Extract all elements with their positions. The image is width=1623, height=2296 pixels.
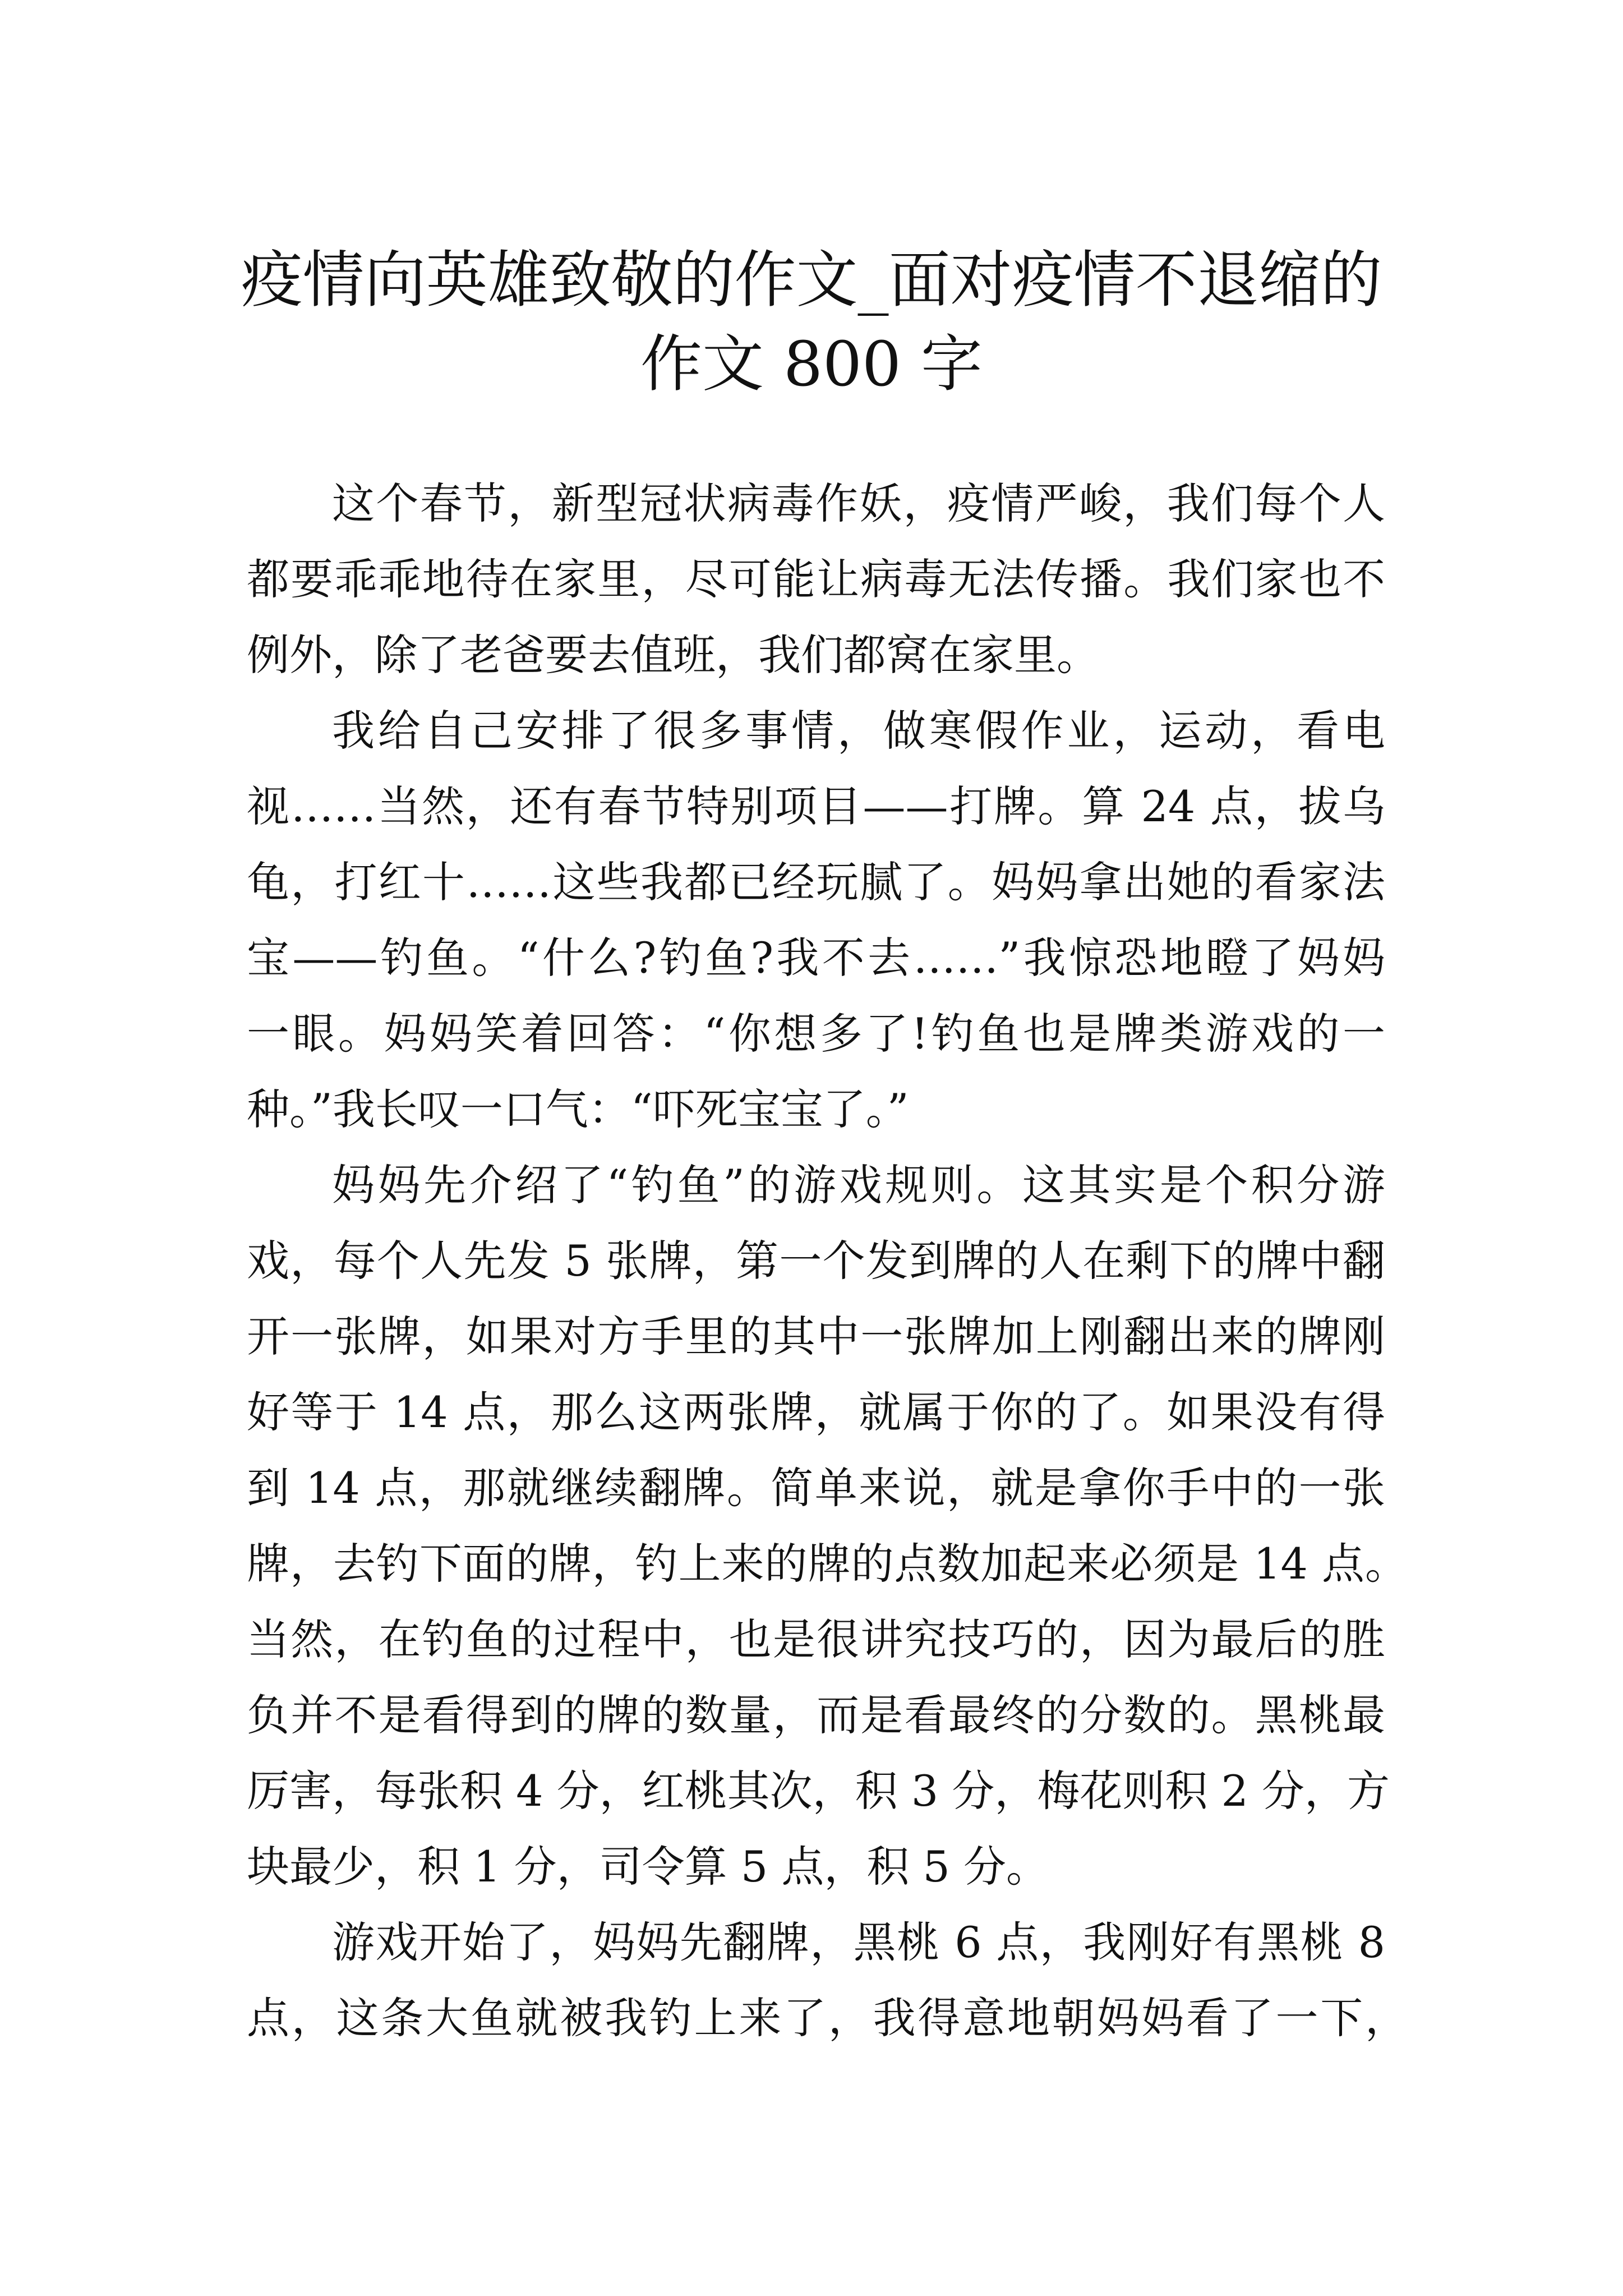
- paragraph-2-line-1: 我给自己安排了很多事情，做寒假作业，运动，看电: [332, 706, 1385, 756]
- paragraph-3-line-5: 到 14 点，那就继续翻牌。简单来说，就是拿你手中的一张: [247, 1463, 1385, 1513]
- paragraph-2-line-3: 龟，打红十……这些我都已经玩腻了。妈妈拿出她的看家法: [247, 857, 1385, 907]
- title-line-1: 疫情向英雄致敬的作文_面对疫情不退缩的: [241, 243, 1382, 316]
- paragraph-3-line-6: 牌，去钓下面的牌，钓上来的牌的点数加起来必须是 14 点。: [247, 1539, 1408, 1589]
- paragraph-2-line-6: 种。”我长叹一口气：“吓死宝宝了。”: [247, 1084, 909, 1134]
- paragraph-3-line-3: 开一张牌，如果对方手里的其中一张牌加上刚翻出来的牌刚: [247, 1312, 1385, 1361]
- paragraph-2-line-4: 宝——钓鱼。“什么?钓鱼?我不去……”我惊恐地瞪了妈妈: [247, 933, 1385, 983]
- paragraph-3-line-7: 当然，在钓鱼的过程中，也是很讲究技巧的，因为最后的胜: [247, 1614, 1385, 1664]
- paragraph-3-line-1: 妈妈先介绍了“钓鱼”的游戏规则。这其实是个积分游: [332, 1160, 1385, 1210]
- paragraph-4-line-1: 游戏开始了，妈妈先翻牌，黑桃 6 点，我刚好有黑桃 8: [332, 1917, 1385, 1967]
- paragraph-1-line-3: 例外，除了老爸要去值班，我们都窝在家里。: [247, 630, 1099, 680]
- paragraph-1-line-2: 都要乖乖地待在家里，尽可能让病毒无法传播。我们家也不: [247, 554, 1385, 604]
- paragraph-2-line-2: 视……当然，还有春节特别项目——打牌。算 24 点，拔乌: [247, 781, 1385, 831]
- document-title: [168, 238, 1455, 406]
- paragraph-4-line-2: 点，这条大鱼就被我钓上来了，我得意地朝妈妈看了一下，: [247, 1993, 1408, 2043]
- document-body: [247, 466, 1408, 2056]
- paragraph-2-line-5: 一眼。妈妈笑着回答：“你想多了!钓鱼也是牌类游戏的一: [247, 1009, 1385, 1059]
- paragraph-3-line-2: 戏，每个人先发 5 张牌，第一个发到牌的人在剩下的牌中翻: [247, 1236, 1385, 1286]
- paragraph-3-line-10: 块最少，积 1 分，司令算 5 点，积 5 分。: [247, 1842, 1049, 1892]
- paragraph-3-line-4: 好等于 14 点，那么这两张牌，就属于你的了。如果没有得: [247, 1387, 1385, 1437]
- paragraph-3-line-9: 厉害，每张积 4 分，红桃其次，积 3 分，梅花则积 2 分，方: [247, 1766, 1390, 1816]
- title-line-2: 作文 800 字: [640, 328, 983, 400]
- paragraph-3-line-8: 负并不是看得到的牌的数量，而是看最终的分数的。黑桃最: [247, 1690, 1385, 1740]
- paragraph-1-line-1: 这个春节，新型冠状病毒作妖，疫情严峻，我们每个人: [332, 478, 1385, 528]
